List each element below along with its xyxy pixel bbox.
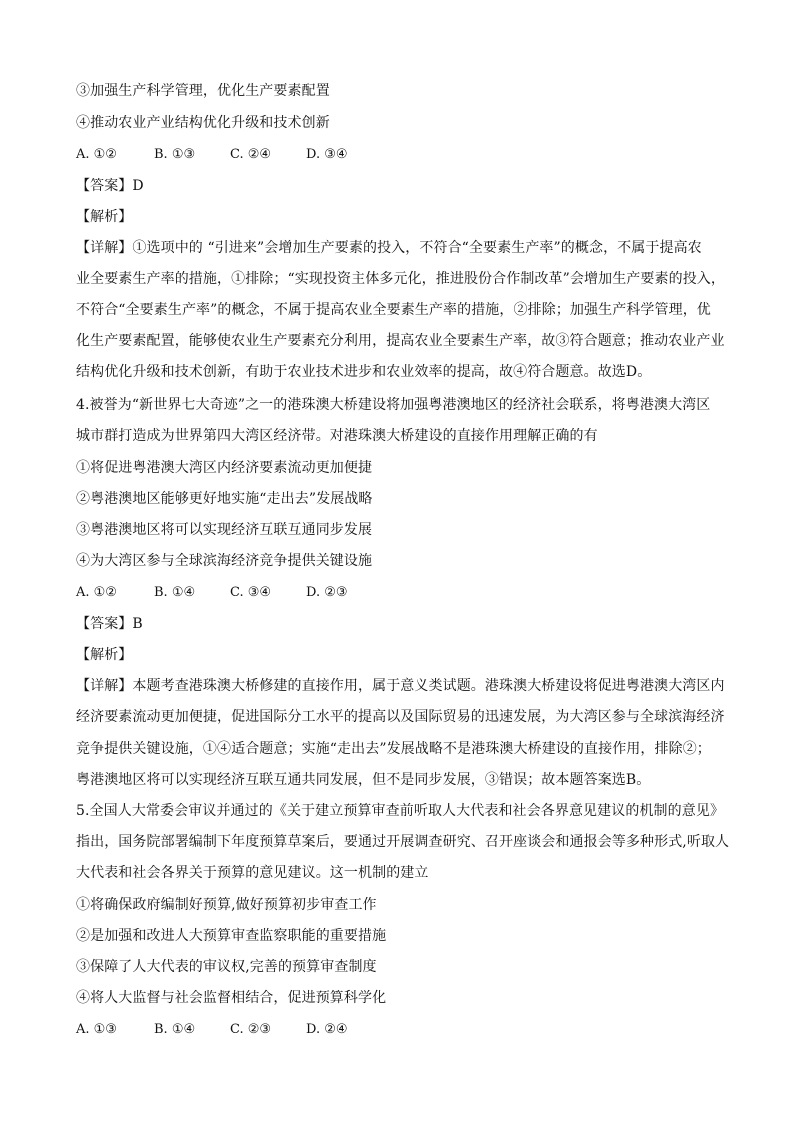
q3-choice-d: D. ③④ xyxy=(306,147,348,162)
q3-choice-c: C. ②④ xyxy=(230,147,272,162)
q5-choice-a: A. ①③ xyxy=(76,1022,117,1037)
q4-stem-line-2: 城市群打造成为世界第四大湾区经济带。对港珠澳大桥建设的直接作用理解正确的有 xyxy=(76,428,598,444)
q5-stem-line-1: 5.全国人大常委会审议并通过的《关于建立预算审查前听取人大代表和社会各界意见建议的机制的意见》 xyxy=(76,803,725,819)
q4-stem-line-1: 4.被誉为“新世界七大奇迹”之一的港珠澳大桥建设将加强粤港澳地区的经济社会联系，将粤港澳大湾区 xyxy=(76,397,711,413)
q4-detail-line-3: 竞争提供关键设施，①④适合题意；实施“走出去”发展战略不是港珠澳大桥建设的直接作用，排除②； xyxy=(76,741,711,757)
q4-choices xyxy=(76,584,382,602)
q5-option-3: ③保障了人大代表的审议权,完善的预算审查制度 xyxy=(76,959,377,975)
q3-option-3: ③加强生产科学管理，优化生产要素配置 xyxy=(76,83,330,99)
q4-choice-b: B. ①④ xyxy=(154,585,196,600)
q4-choice-a: A. ①② xyxy=(76,585,117,600)
q3-choices xyxy=(76,146,382,164)
q5-option-1: ①将确保政府编制好预算,做好预算初步审查工作 xyxy=(76,897,377,913)
q4-analysis-label: 【解析】 xyxy=(76,647,133,663)
q4-answer: 【答案】B xyxy=(76,616,143,632)
q5-stem-line-2: 指出，国务院部署编制下年度预算草案后，要通过开展调查研究、召开座谈会和通报会等多种形式,听取人 xyxy=(76,834,730,850)
q4-detail-line-4: 粤港澳地区将可以实现经济互联互通共同发展，但不是同步发展，③错误；故本题答案选B。 xyxy=(76,772,651,788)
q4-option-3: ③粤港澳地区将可以实现经济互联互通同步发展 xyxy=(76,522,373,538)
q4-detail-line-2: 经济要素流动更加便捷，促进国际分工水平的提高以及国际贸易的迅速发展，为大湾区参与全球滨海经济 xyxy=(76,709,725,725)
q5-choices xyxy=(76,1021,382,1039)
q5-choice-d: D. ②④ xyxy=(306,1022,348,1037)
q4-detail-line-1: 【详解】本题考查港珠澳大桥修建的直接作用，属于意义类试题。港珠澳大桥建设将促进粤港澳大湾区内 xyxy=(76,678,725,694)
q4-option-2: ②粤港澳地区能够更好地实施“走出去”发展战略 xyxy=(76,491,373,507)
q3-detail-line-5: 结构优化升级和技术创新，有助于农业技术进步和农业效率的提高，故④符合题意。故选D。 xyxy=(76,364,652,380)
q3-analysis-label: 【解析】 xyxy=(76,209,133,225)
q3-detail-line-4: 化生产要素配置，能够使农业生产要素充分利用，提高农业全要素生产率，故③符合题意；推动农业产业 xyxy=(76,333,725,349)
q5-option-4: ④将人大监督与社会监督相结合，促进预算科学化 xyxy=(76,990,387,1006)
q3-choice-b: B. ①③ xyxy=(154,147,196,162)
q3-answer: 【答案】D xyxy=(76,178,144,194)
q3-detail-line-2: 业全要素生产率的措施，①排除；“实现投资主体多元化，推进股份合作制改革”会增加生产要素的投入， xyxy=(76,271,726,287)
q5-stem-line-3: 大代表和社会各界关于预算的意见建议。这一机制的建立 xyxy=(76,865,429,881)
q3-detail-line-3: 不符合“全要素生产率”的概念，不属于提高农业全要素生产率的措施，②排除；加强生产科学管理，优 xyxy=(76,302,711,318)
q4-choice-d: D. ②③ xyxy=(306,585,348,600)
q4-option-1: ①将促进粤港澳大湾区内经济要素流动更加便捷 xyxy=(76,460,373,476)
q3-choice-a: A. ①② xyxy=(76,147,117,162)
q3-option-4: ④推动农业产业结构优化升级和技术创新 xyxy=(76,115,330,131)
q5-choice-b: B. ①④ xyxy=(154,1022,196,1037)
q5-choice-c: C. ②③ xyxy=(230,1022,272,1037)
q5-option-2: ②是加强和改进人大预算审查监察职能的重要措施 xyxy=(76,928,387,944)
q3-detail-line-1: 【详解】①选项中的 “引进来”会增加生产要素的投入，不符合“全要素生产率”的概念，不属于提高农 xyxy=(76,240,702,256)
q4-option-4: ④为大湾区参与全球滨海经济竞争提供关键设施 xyxy=(76,553,373,569)
q4-choice-c: C. ③④ xyxy=(230,585,272,600)
